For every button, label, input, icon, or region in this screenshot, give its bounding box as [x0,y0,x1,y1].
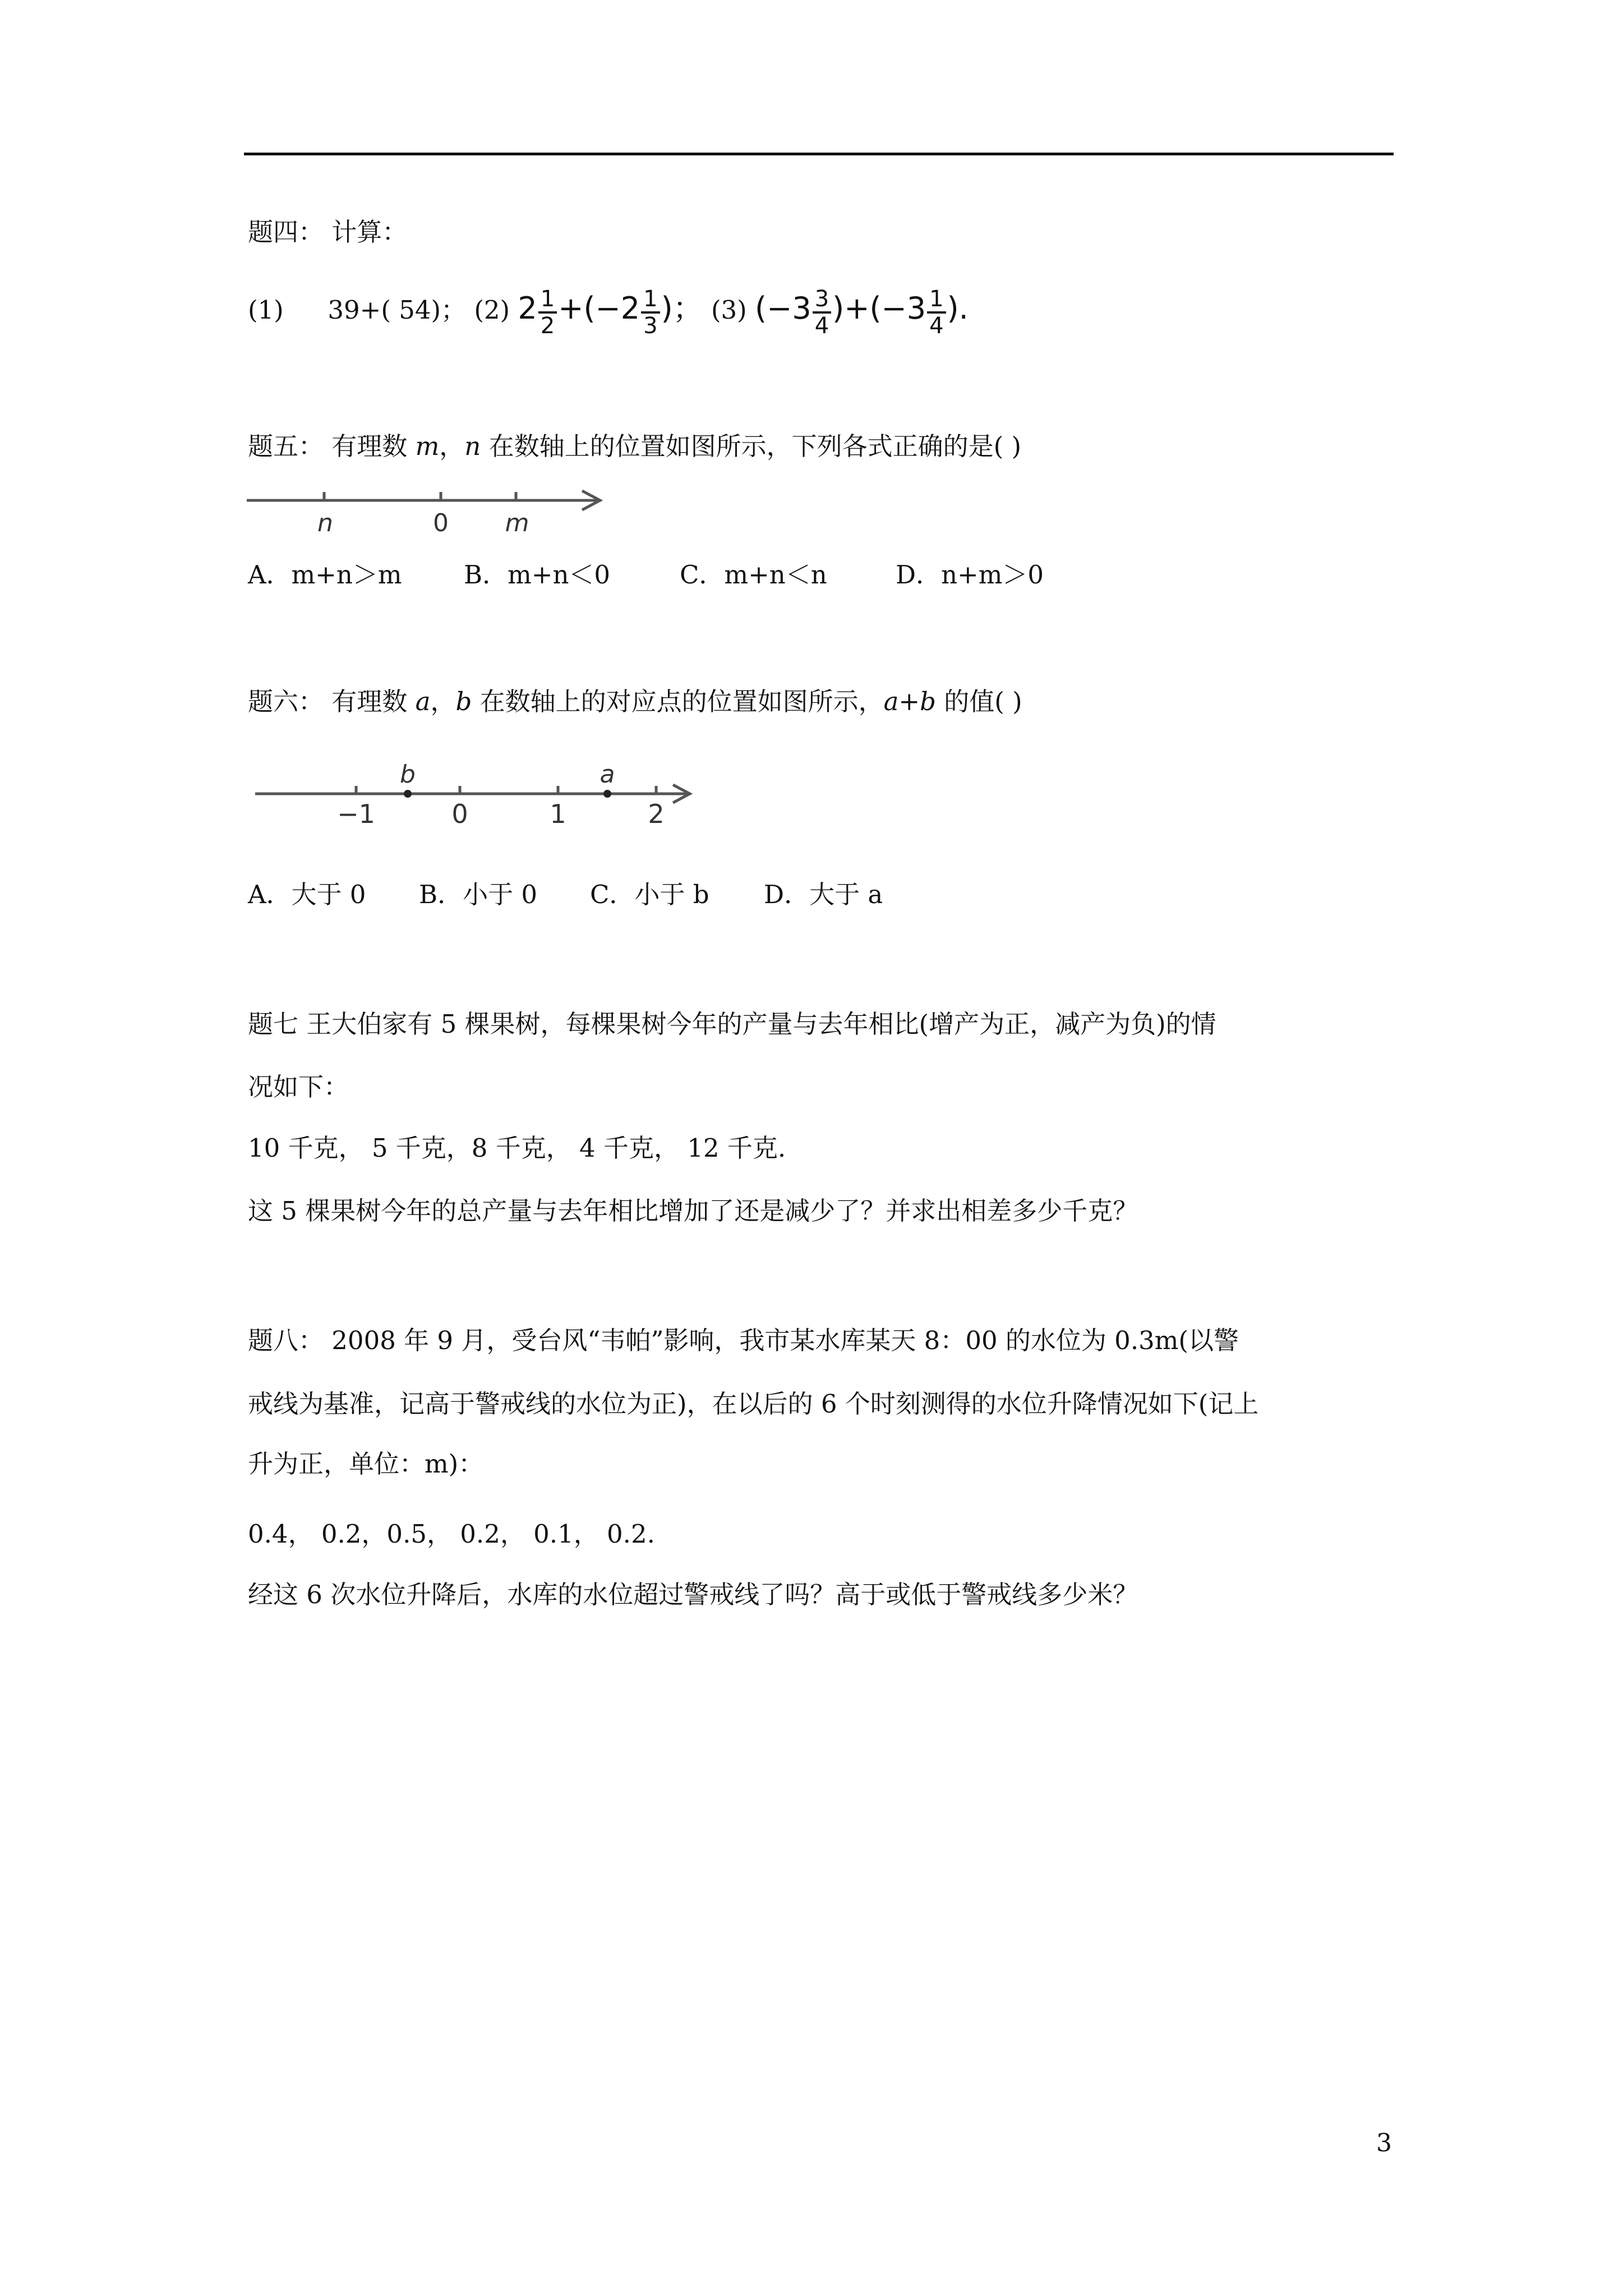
point-b [404,790,412,798]
q4-heading: 题四： 计算： [248,217,408,247]
q8-line-5: 经这 6 次水位升降后，水库的水位超过警戒线了吗？高于或低于警戒线多少米？ [248,1580,1138,1609]
q5-option-a: A．m+n＞m [248,560,402,590]
q4-part2-whole: 2 [518,291,537,326]
label-a: a [600,760,615,789]
q4-part3-end: ). [947,291,969,326]
label-n: n [317,509,333,536]
q5-rest: 在数轴上的位置如图所示，下列各式正确的是( ) [481,431,1022,461]
q6-expr: a+b [883,687,936,716]
q5-var-m: m [415,431,440,461]
q4-part3-middle: )+(−3 [832,291,926,326]
q4-part2-fraction-1 [538,287,557,338]
q6-question [248,685,1022,719]
q4-part1-expression: 39+( 54)； [328,295,467,325]
q6-option-d: D．大于 a [764,880,883,909]
fraction-numerator: 1 [641,287,660,314]
q4-part2-middle: +(−2 [558,291,640,326]
q6-options [248,878,883,912]
q6-comma: ， [430,687,456,716]
q4-part3-fraction-2 [927,287,946,338]
q4-part2-end: )； [661,291,703,326]
q8-line-2: 戒线为基准，记高于警戒线的水位为正)，在以后的 6 个时刻测得的水位升降情况如下(记上 [248,1389,1259,1419]
fraction-denominator: 4 [814,312,829,339]
q8-line-1: 题八： 2008 年 9 月，受台风“韦帕”影响，我市某水库某天 8：00 的水位为 0.3m(以警 [248,1326,1239,1355]
label-minus-one: −1 [337,799,375,829]
q4-part3-fraction-1 [813,287,831,338]
fraction-numerator: 3 [813,287,831,314]
q7-line-2: 况如下： [248,1072,349,1102]
q6-prefix: 题六： 有理数 [248,687,416,716]
point-a [603,790,611,798]
label-one: 1 [550,799,566,829]
q4-part1-label: (1) [248,295,284,325]
q7-line-4: 这 5 棵果树今年的总产量与去年相比增加了还是减少了？并求出相差多少千克？ [248,1196,1138,1226]
q5-option-c: C．m+n＜n [680,560,827,590]
q5-prefix: 题五： 有理数 [248,431,416,461]
q5-options [248,558,1044,592]
label-zero: 0 [433,509,449,536]
q5-question [248,430,1021,463]
q7-line-1: 题七 王大伯家有 5 棵果树，每棵果树今年的产量与去年相比(增产为正，减产为负)的情 [248,1009,1216,1039]
q6-option-b: B．小于 0 [419,880,538,909]
q6-option-c: C．小于 b [590,880,709,909]
page-number: 3 [1376,2129,1392,2157]
q6-rest: 的值( ) [935,687,1022,716]
q4-part2-label: (2) [474,295,510,325]
fraction-denominator: 3 [643,312,658,339]
q6-mid: 在数轴上的对应点的位置如图所示， [472,687,884,716]
q8-line-3: 升为正，单位：m)： [248,1449,484,1479]
label-zero: 0 [451,799,468,829]
q6-var-b: b [455,687,472,716]
label-b: b [400,760,416,789]
label-two: 2 [648,799,665,829]
q6-option-a: A．大于 0 [248,880,366,909]
fraction-denominator: 2 [540,312,555,339]
fraction-denominator: 4 [929,312,944,339]
q5-option-b: B．m+n＜0 [464,560,611,590]
q5-option-d: D．n+m＞0 [896,560,1044,590]
q5-var-n: n [464,431,481,461]
q5-comma: ， [439,431,465,461]
q4-part2-fraction-2 [641,287,660,338]
label-m: m [505,509,529,536]
q4-part3-label: (3) [711,295,747,325]
fraction-numerator: 1 [538,287,557,314]
q5-number-line [247,480,606,536]
q6-var-a: a [415,687,431,716]
q6-number-line [255,760,698,833]
fraction-numerator: 1 [927,287,946,314]
header-rule [244,153,1394,155]
q8-line-4: 0.4， 0.2，0.5， 0.2， 0.1， 0.2. [248,1519,655,1549]
q4-expressions [248,280,969,338]
q4-part3-open: (−3 [755,291,811,326]
q7-line-3: 10 千克， 5 千克，8 千克， 4 千克， 12 千克. [248,1133,786,1163]
